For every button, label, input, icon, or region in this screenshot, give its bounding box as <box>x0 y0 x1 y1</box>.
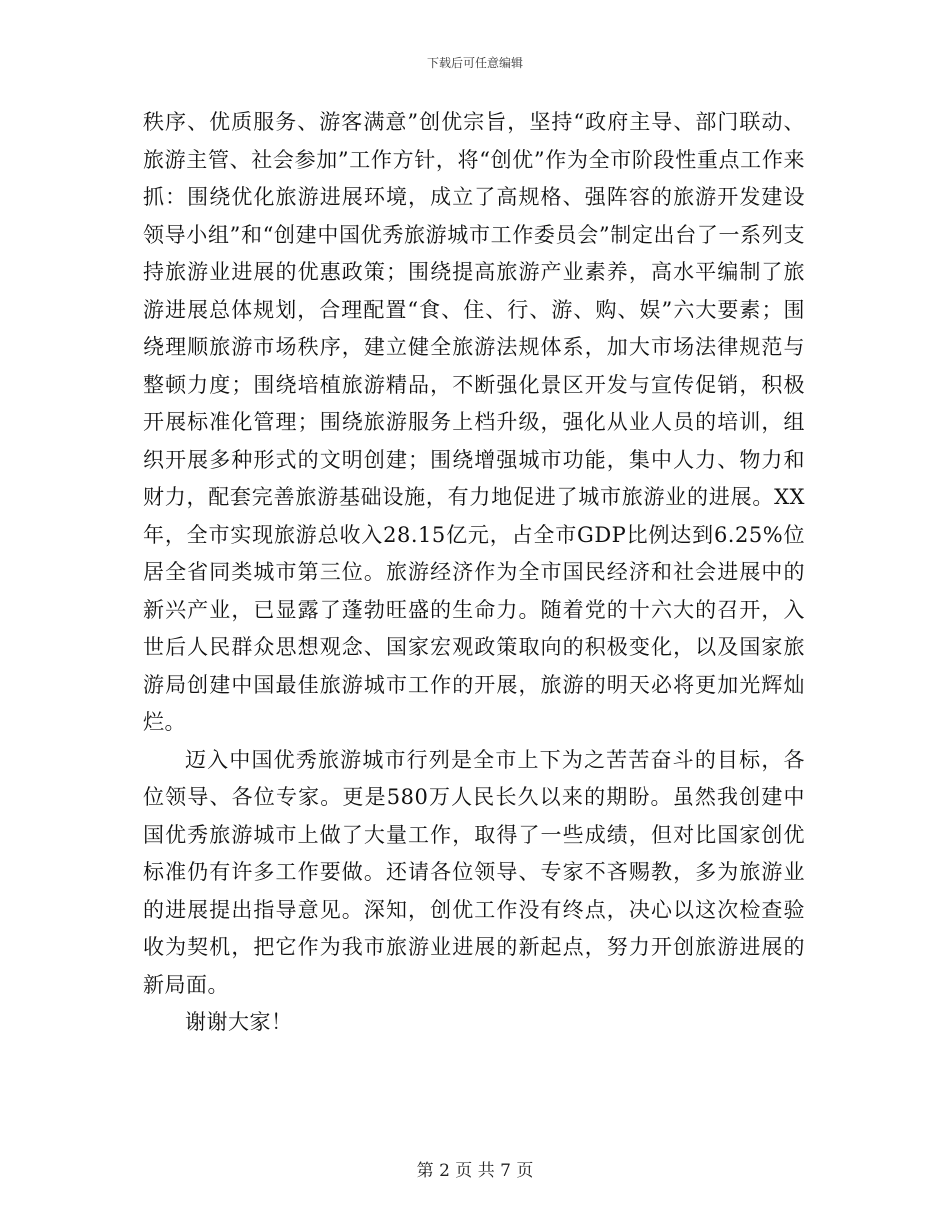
document-body <box>143 104 805 1042</box>
paragraph-thanks: 谢谢大家！ <box>185 1010 293 1034</box>
paragraph-continuation: 秩序、优质服务、游客满意”创优宗旨，坚持“政府主导、部门联动、旅游主管、社会参加”工作方针，将“创优”作为全市阶段性重点工作来抓：围绕优化旅游进展环境，成立了高规格、强阵容的旅游开发建设领导小组”和“创建中国优秀旅游城市工作委员会”制定出台了一系列支持旅游业进展的优惠政策；围绕提高旅游产业素养，高水平编制了旅游进展总体规划，合理配置“食、住、行、游、购、娱”六大要素；围绕理顺旅游市场秩序，建立健全旅游法规体系，加大市场法律规范与整顿力度；围绕培植旅游精品，不断强化景区开发与宣传促销，积极开展标准化管理；围绕旅游服务上档升级，强化从业人员的培训，组织开展多种形式的文明创建；围绕增强城市功能，集中人力、物力和财力，配套完善旅游基础设施，有力地促进了城市旅游业的进展。XX年，全市实现旅游总收入28.15亿元，占全市GDP比例达到6.25%位居全省同类城市第三位。旅游经济作为全市国民经济和社会进展中的新兴产业，已显露了蓬勃旺盛的生命力。随着党的十六大的召开，入世后人民群众思想观念、国家宏观政策取向的积极变化，以及国家旅游局创建中国最佳旅游城市工作的开展，旅游的明天必将更加光辉灿烂。 <box>143 110 805 734</box>
page-number-footer: 第 2 页 共 7 页 <box>416 1161 534 1181</box>
paragraph-closing-goal: 迈入中国优秀旅游城市行列是全市上下为之苦苦奋斗的目标，各位领导、各位专家。更是580万人民长久以来的期盼。虽然我创建中国优秀旅游城市上做了大量工作，取得了一些成绩，但对比国家创优标准仍有许多工作要做。还请各位领导、专家不吝赐教，多为旅游业的进展提出指导意见。深知，创优工作没有终点，决心以这次检查验收为契机，把它作为我市旅游业进展的新起点，努力开创旅游进展的新局面。 <box>143 747 805 997</box>
page-header-note: 下载后可任意编辑 <box>426 56 523 70</box>
